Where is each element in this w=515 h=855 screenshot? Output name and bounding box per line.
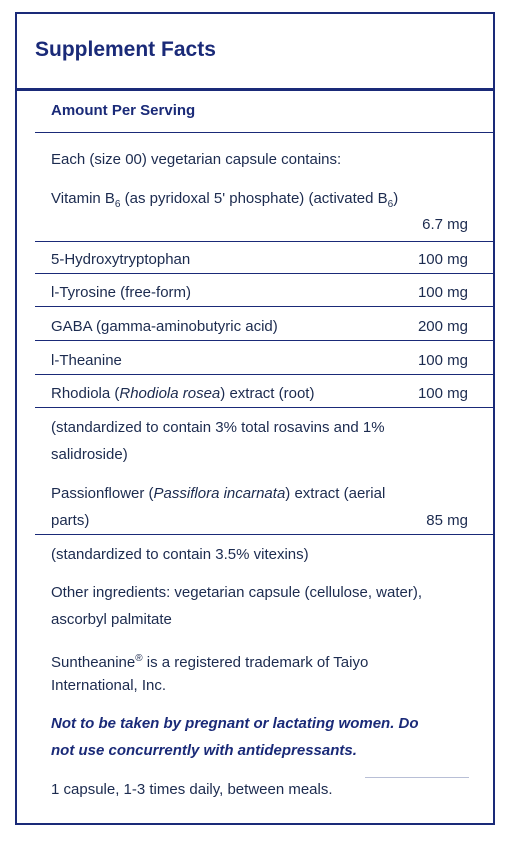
ingredient-amount: 100 mg — [417, 352, 468, 369]
row-divider — [35, 273, 495, 274]
passionflower-standardization: (standardized to contain 3.5% vitexins) — [51, 546, 309, 563]
ingredient-name: l-Tyrosine (free-form) — [51, 284, 192, 301]
ingredient-name: l-Theanine — [51, 352, 122, 369]
row-divider — [35, 374, 495, 375]
row-divider — [35, 407, 495, 408]
ingredient-amount: 200 mg — [417, 318, 468, 335]
trademark-note: Suntheanine® is a registered trademark of Taiyo — [51, 653, 369, 671]
ingredient-name: GABA (gamma-aminobutyric acid) — [51, 318, 278, 335]
faint-divider — [365, 777, 469, 778]
title-divider — [17, 88, 495, 91]
row-divider — [35, 534, 495, 535]
amount-passionflower: 85 mg — [426, 512, 468, 529]
ingredient-passionflower-cont: parts) — [51, 512, 90, 529]
ingredient-rhodiola: Rhodiola (Rhodiola rosea) extract (root) — [51, 385, 315, 402]
ingredient-name: 5-Hydroxytryptophan — [51, 251, 191, 268]
ingredient-vitamin-b6: Vitamin $B_6$ (as pyridoxal 5' phosphate) (activated $B_6$) — [51, 190, 399, 210]
other-ingredients: Other ingredients: vegetarian capsule (cellulose, water), — [51, 584, 423, 601]
row-divider — [35, 241, 495, 242]
rhodiola-standardization-cont: salidroside) — [51, 446, 128, 463]
ingredient-passionflower: Passionflower (Passiflora incarnata) extract (aerial — [51, 485, 386, 502]
amount-rhodiola: 100 mg — [417, 385, 468, 402]
amount-per-serving-header: Amount Per Serving — [51, 102, 196, 119]
header-divider — [35, 132, 495, 133]
other-ingredients-cont: ascorbyl palmitate — [51, 611, 172, 628]
serving-intro: Each (size 00) vegetarian capsule contains: — [51, 151, 342, 168]
warning-cont: not use concurrently with antidepressants. — [51, 742, 357, 759]
row-divider — [35, 340, 495, 341]
row-divider — [35, 306, 495, 307]
ingredient-amount: 100 mg — [417, 284, 468, 301]
warning: Not to be taken by pregnant or lactating women. Do — [51, 715, 419, 732]
amount-vitamin-b6: 6.7 mg — [422, 216, 468, 233]
trademark-note-cont: International, Inc. — [51, 677, 167, 694]
panel-title: Supplement Facts — [35, 38, 216, 61]
ingredient-amount: 100 mg — [417, 251, 468, 268]
directions: 1 capsule, 1-3 times daily, between meals. — [51, 781, 333, 798]
rhodiola-standardization: (standardized to contain 3% total rosavins and 1% — [51, 419, 385, 436]
